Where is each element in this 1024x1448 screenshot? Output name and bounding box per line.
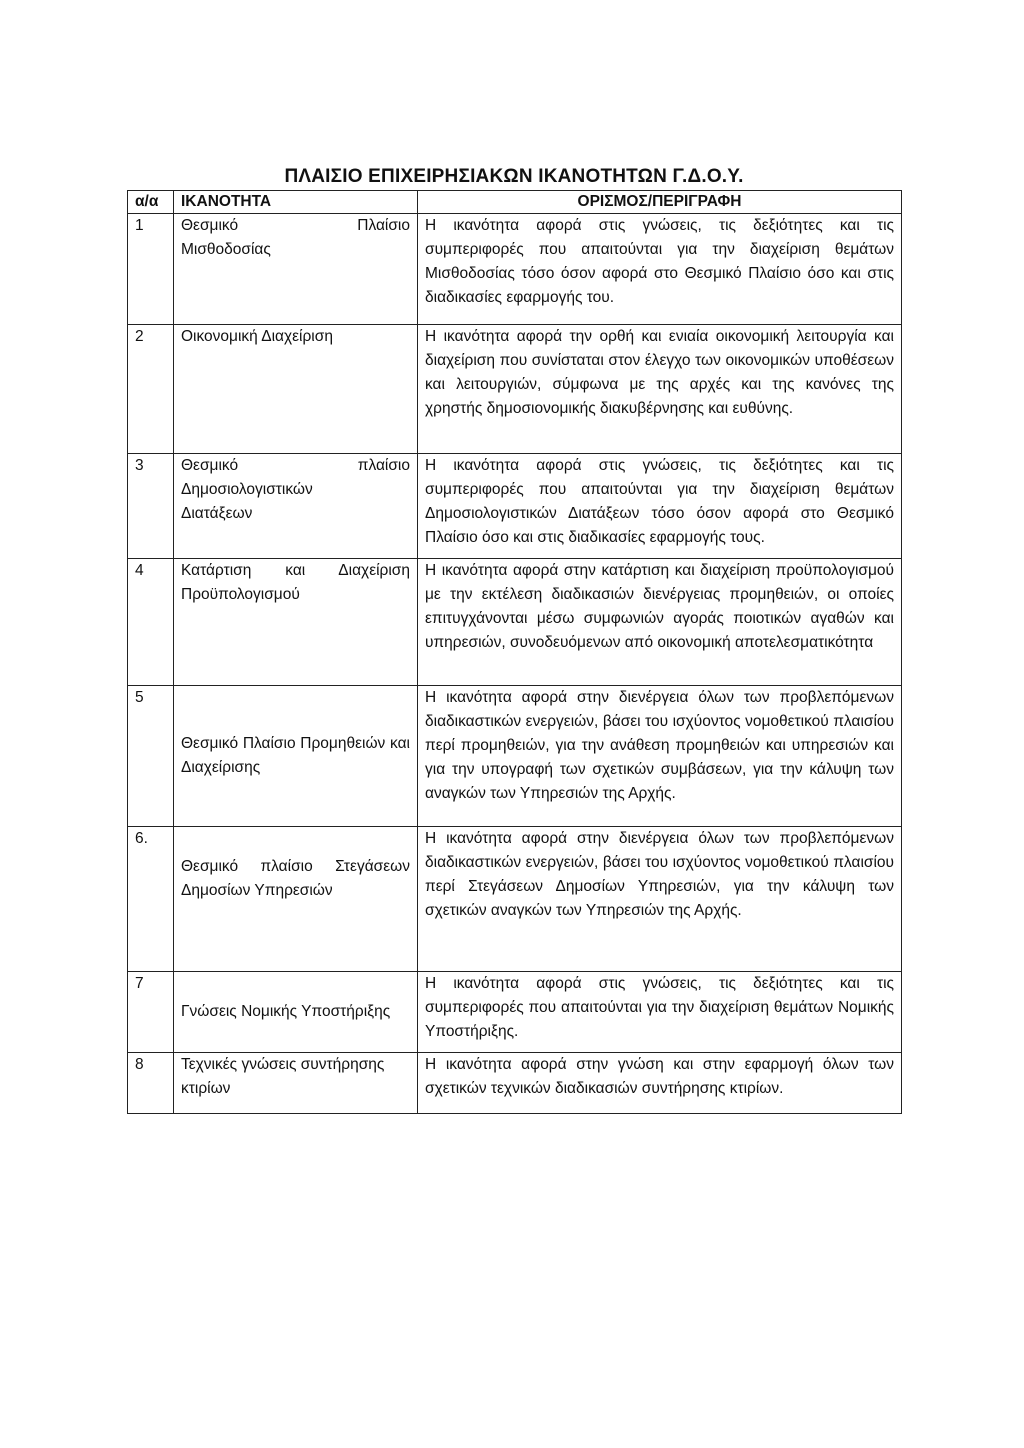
capability-name: Θεσμικό πλαίσιο Στεγάσεων Δημοσίων Υπηρεσιών	[174, 827, 418, 972]
row-number: 8	[128, 1053, 174, 1114]
capability-name-part: Θεσμικό	[181, 217, 239, 234]
capability-description: Η ικανότητα αφορά την ορθή και ενιαία οικονομική λειτουργία και διαχείριση που συνίσταται στον έλεγχο των οικονομικών υποθέσεων και λειτουργιών, σύμφωνα με της αρχές και της κανόνες της χρηστής δημοσιονομικής διακυβέρνησης και ευθύνης.	[418, 325, 902, 454]
table-row	[128, 454, 902, 559]
table-row	[128, 972, 902, 1053]
capability-name: Τεχνικές γνώσεις συντήρησης κτιρίων	[174, 1053, 418, 1114]
row-number: 2	[128, 325, 174, 454]
row-number: 6.	[128, 827, 174, 972]
row-number: 5	[128, 686, 174, 827]
page-title: ΠΛΑΙΣΙΟ ΕΠΙΧΕΙΡΗΣΙΑΚΩΝ ΙΚΑΝΟΤΗΤΩΝ Γ.Δ.Ο.Υ.	[284, 166, 744, 187]
capabilities-table	[127, 190, 902, 1114]
capability-name-part: Μισθοδοσίας	[181, 241, 271, 258]
capability-name-part: Δημοσιολογιστικών Διατάξεων	[181, 481, 313, 522]
capability-name-part: Θεσμικό	[181, 457, 239, 474]
table-row	[128, 1053, 902, 1114]
row-number: 1	[128, 214, 174, 325]
header-description: ΟΡΙΣΜΟΣ/ΠΕΡΙΓΡΑΦΗ	[418, 191, 902, 214]
capability-name: Γνώσεις Νομικής Υποστήριξης	[174, 972, 418, 1053]
capability-name: Οικονομική Διαχείριση	[174, 325, 418, 454]
capability-description: Η ικανότητα αφορά στην κατάρτιση και διαχείριση προϋπολογισμού με την εκτέλεση διαδικασιών διενέργειας προμηθειών, οι οποίες επιτυγχάνονται μέσω συμφωνιών αγοράς ποιοτικών αγαθών και υπηρεσιών, συνοδευόμενων από οικονομική αποτελεσματικότητα	[418, 559, 902, 686]
capability-name	[174, 454, 418, 559]
capability-description: Η ικανότητα αφορά στις γνώσεις, τις δεξιότητες και τις συμπεριφορές που απαιτούνται για την διαχείριση θεμάτων Μισθοδοσίας τόσο όσον αφορά στο Θεσμικό Πλαίσιο όσο και στις διαδικασίες εφαρμογής του.	[418, 214, 902, 325]
table-row	[128, 559, 902, 686]
table-row	[128, 325, 902, 454]
capability-name-part: πλαίσιο	[357, 457, 410, 474]
capability-name-part: Πλαίσιο	[357, 217, 410, 234]
table-row	[128, 214, 902, 325]
capability-description: Η ικανότητα αφορά στην γνώση και στην εφαρμογή όλων των σχετικών τεχνικών διαδικασιών συντήρησης κτιρίων.	[418, 1053, 902, 1114]
header-capability: ΙΚΑΝΟΤΗΤΑ	[174, 191, 418, 214]
capability-name: Κατάρτιση και Διαχείριση Προϋπολογισμού	[174, 559, 418, 686]
table-row	[128, 827, 902, 972]
table-row	[128, 686, 902, 827]
row-number: 7	[128, 972, 174, 1053]
row-number: 3	[128, 454, 174, 559]
header-num: α/α	[128, 191, 174, 214]
capability-description: Η ικανότητα αφορά στις γνώσεις, τις δεξιότητες και τις συμπεριφορές που απαιτούνται για την διαχείριση θεμάτων Νομικής Υποστήριξης.	[418, 972, 902, 1053]
capability-name	[174, 214, 418, 325]
row-number: 4	[128, 559, 174, 686]
capability-description: Η ικανότητα αφορά στις γνώσεις, τις δεξιότητες και τις συμπεριφορές που απαιτούνται για την διαχείριση θεμάτων Δημοσιολογιστικών Διατάξεων τόσο όσον αφορά στο Θεσμικό Πλαίσιο όσο και στις διαδικασίες εφαρμογής τους.	[418, 454, 902, 559]
capability-name: Θεσμικό Πλαίσιο Προμηθειών και Διαχείρισης	[174, 686, 418, 827]
capability-description: Η ικανότητα αφορά στην διενέργεια όλων των προβλεπόμενων διαδικαστικών ενεργειών, βάσει του ισχύοντος νομοθετικού πλαισίου περί προμηθειών, για την ανάθεση προμηθειών και υπηρεσιών και για την υπογραφή των σχετικών συμβάσεων, για την κάλυψη των αναγκών των Υπηρεσιών της Αρχής.	[418, 686, 902, 827]
capability-description: Η ικανότητα αφορά στην διενέργεια όλων των προβλεπόμενων διαδικαστικών ενεργειών, βάσει του ισχύοντος νομοθετικού πλαισίου περί Στεγάσεων Δημοσίων Υπηρεσιών, για την κάλυψη των σχετικών αναγκών των Υπηρεσιών της Αρχής.	[418, 827, 902, 972]
table-header-row	[128, 191, 902, 214]
